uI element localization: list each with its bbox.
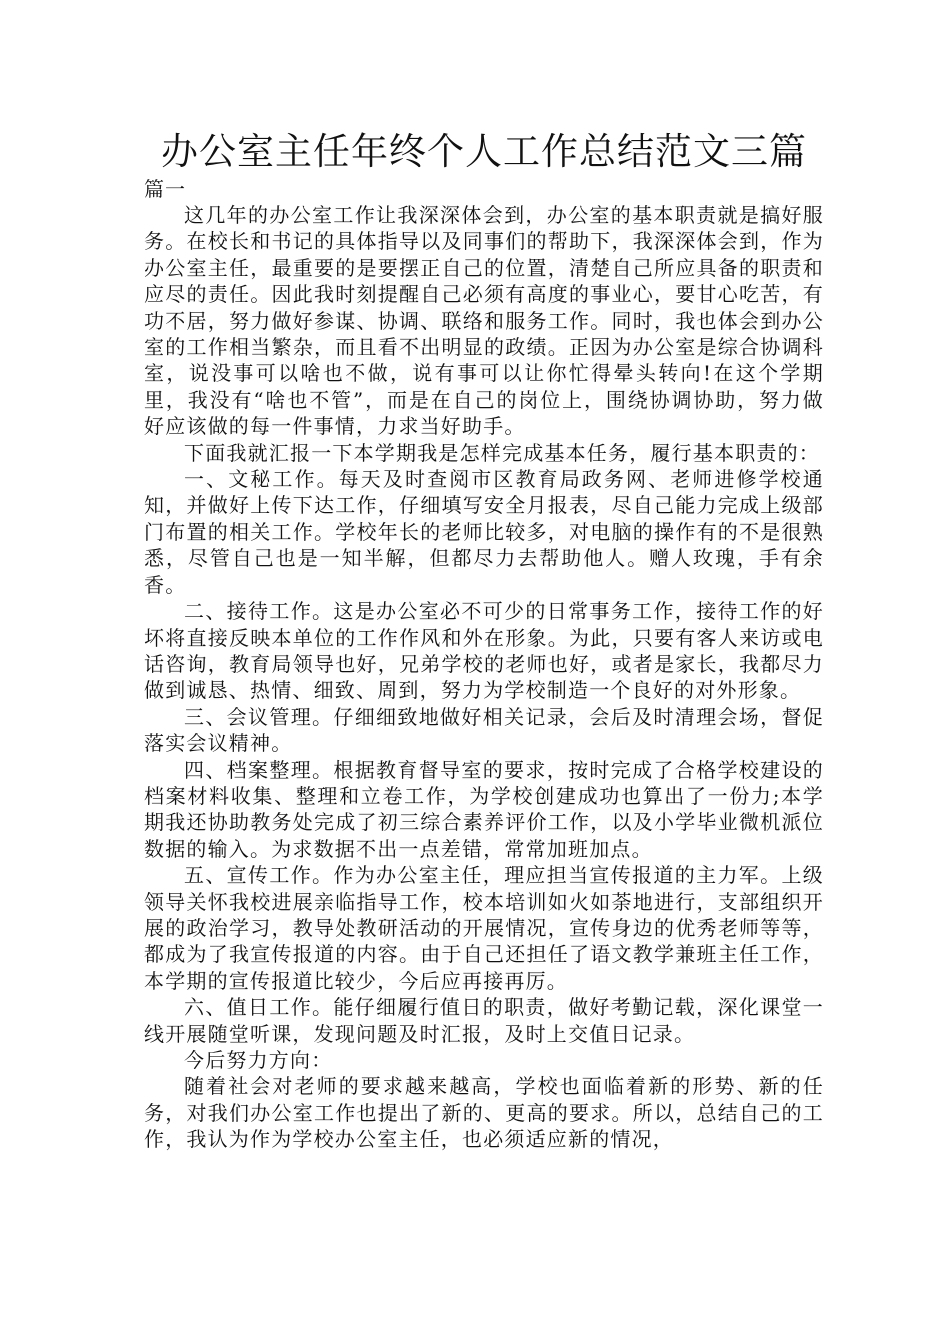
- document-page: [144, 128, 824, 1153]
- paragraph-secretarial: 一、文秘工作。每天及时查阅市区教育局政务网、老师进修学校通知，并做好上传下达工作，仔细填写安全月报表，尽自己能力完成上级部门布置的相关工作。学校年长的老师比较多，对电脑的操作有的不是很熟悉，尽管自己也是一知半解，但都尽力去帮助他人。赠人玫瑰，手有余香。: [144, 467, 824, 597]
- paragraph-intro: 这几年的办公室工作让我深深体会到，办公室的基本职责就是搞好服务。在校长和书记的具体指导以及同事们的帮助下，我深深体会到，作为办公室主任，最重要的是要摆正自己的位置，清楚自己所应具备的职责和应尽的责任。因此我时刻提醒自己必须有高度的事业心，要甘心吃苦，有功不居，努力做好参谋、协调、联络和服务工作。同时，我也体会到办公室的工作相当繁杂，而且看不出明显的政绩。正因为办公室是综合协调科室，说没事可以啥也不做，说有事可以让你忙得晕头转向!在这个学期里，我没有“啥也不管”，而是在自己的岗位上，围绕协调协助，努力做好应该做的每一件事情，力求当好助手。: [144, 203, 824, 439]
- paragraph-reception: 二、接待工作。这是办公室必不可少的日常事务工作，接待工作的好坏将直接反映本单位的工作作风和外在形象。为此，只要有客人来访或电话咨询，教育局领导也好，兄弟学校的老师也好，或者是家长，我都尽力做到诚恳、热情、细致、周到，努力为学校制造一个良好的对外形象。: [144, 599, 824, 703]
- paragraph-future: 随着社会对老师的要求越来越高，学校也面临着新的形势、新的任务，对我们办公室工作也提出了新的、更高的要求。所以，总结自己的工作，我认为作为学校办公室主任，也必须适应新的情况，: [144, 1074, 824, 1152]
- paragraph-duty: 六、值日工作。能仔细履行值日的职责，做好考勤记载，深化课堂一线开展随堂听课，发现问题及时汇报，及时上交值日记录。: [144, 995, 824, 1046]
- paragraph-future-heading: 今后努力方向：: [184, 1048, 333, 1072]
- section-label: 篇一: [144, 177, 186, 201]
- paragraph-meetings: 三、会议管理。仔细细致地做好相关记录，会后及时清理会场，督促落实会议精神。: [144, 704, 824, 756]
- paragraph-archives: 四、档案整理。根据教育督导室的要求，按时完成了合格学校建设的档案材料收集、整理和立卷工作，为学校创建成功也算出了一份力;本学期我还协助教务处完成了初三综合素养评价工作，以及小学毕业微机派位数据的输入。为求数据不出一点差错，常常加班加点。: [144, 757, 824, 861]
- paragraph-publicity: 五、宣传工作。作为办公室主任，理应担当宣传报道的主力军。上级领导关怀我校进展亲临指导工作，校本培训如火如荼地进行，支部组织开展的政治学习，教导处教研活动的开展情况，宣传身边的优秀老师等等，都成为了我宣传报道的内容。由于自己还担任了语文教学兼班主任工作，本学期的宣传报道比较少，今后应再接再厉。: [144, 863, 824, 993]
- document-title: 办公室主任年终个人工作总结范文三篇: [161, 130, 807, 173]
- paragraph-report-lead: 下面我就汇报一下本学期我是怎样完成基本任务，履行基本职责的：: [184, 440, 820, 465]
